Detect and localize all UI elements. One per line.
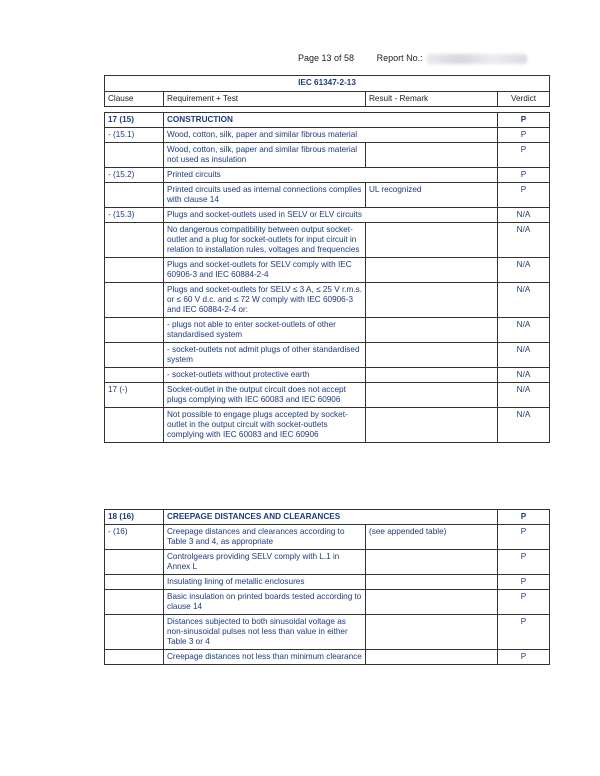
row-result: (see appended table) — [366, 525, 498, 550]
row-result — [366, 318, 498, 343]
row-requirement: Basic insulation on printed boards tested according to clause 14 — [164, 590, 366, 615]
row-verdict: N/A — [498, 208, 550, 223]
row-requirement: Wood, cotton, silk, paper and similar fibrous material not used as insulation — [164, 143, 366, 168]
row-requirement: Plugs and socket-outlets used in SELV or ELV circuits — [164, 208, 498, 223]
row-verdict: N/A — [498, 368, 550, 383]
table-row — [105, 318, 550, 343]
row-requirement: - plugs not able to enter socket-outlets of other standardised system — [164, 318, 366, 343]
row-clause: - (16) — [105, 525, 164, 550]
row-result — [366, 590, 498, 615]
section-title: CONSTRUCTION — [164, 113, 498, 128]
standard-title: IEC 61347-2-13 — [105, 76, 550, 92]
page-number: Page 13 of 58 — [298, 53, 355, 63]
row-result — [366, 650, 498, 665]
row-verdict: P — [498, 615, 550, 650]
row-clause: - (15.3) — [105, 208, 164, 223]
table-row — [105, 208, 550, 223]
report-number-label: Report No.: — [376, 53, 423, 63]
row-result: UL recognized — [366, 183, 498, 208]
row-requirement: - socket-outlets without protective earth — [164, 368, 366, 383]
row-clause — [105, 408, 164, 443]
row-clause — [105, 615, 164, 650]
row-verdict: P — [498, 168, 550, 183]
row-verdict: N/A — [498, 283, 550, 318]
section-clause: 18 (16) — [105, 510, 164, 525]
row-requirement: Creepage distances not less than minimum clearance — [164, 650, 366, 665]
row-result — [366, 143, 498, 168]
row-result — [366, 575, 498, 590]
row-verdict: N/A — [498, 223, 550, 258]
row-clause — [105, 318, 164, 343]
table-row — [105, 550, 550, 575]
row-requirement: Plugs and socket-outlets for SELV ≤ 3 A, ≤ 25 V r.m.s. or ≤ 60 V d.c. and ≤ 72 W comply with IEC 60906-3 and IEC 60884-2-4 or: — [164, 283, 366, 318]
row-result — [366, 408, 498, 443]
row-requirement: Not possible to engage plugs accepted by socket-outlet in the output circuit with socket-outlets complying with IEC 60083 and IEC 60906 — [164, 408, 366, 443]
standard-title-row — [105, 76, 550, 92]
row-result — [366, 283, 498, 318]
column-header-row — [105, 92, 550, 107]
row-verdict: P — [498, 650, 550, 665]
table-row — [105, 408, 550, 443]
section-verdict: P — [498, 113, 550, 128]
row-result — [366, 550, 498, 575]
row-clause — [105, 143, 164, 168]
table-row — [105, 383, 550, 408]
row-verdict: N/A — [498, 318, 550, 343]
row-verdict: P — [498, 550, 550, 575]
requirements-table-2 — [104, 509, 550, 665]
section-row — [105, 510, 550, 525]
table-row — [105, 650, 550, 665]
row-clause — [105, 650, 164, 665]
row-result — [366, 343, 498, 368]
row-requirement: Controlgears providing SELV comply with L.1 in Annex L — [164, 550, 366, 575]
table-row — [105, 615, 550, 650]
row-clause — [105, 223, 164, 258]
table-row — [105, 368, 550, 383]
page-header — [298, 53, 527, 64]
row-clause — [105, 590, 164, 615]
row-requirement: Creepage distances and clearances according to Table 3 and 4, as appropriate — [164, 525, 366, 550]
table-row — [105, 283, 550, 318]
row-verdict: N/A — [498, 408, 550, 443]
table-row — [105, 258, 550, 283]
row-requirement: Printed circuits — [164, 168, 498, 183]
table-row — [105, 525, 550, 550]
row-verdict: P — [498, 128, 550, 143]
row-clause — [105, 183, 164, 208]
row-result — [366, 615, 498, 650]
table-row — [105, 343, 550, 368]
row-requirement: Wood, cotton, silk, paper and similar fibrous material — [164, 128, 498, 143]
redacted-report-number — [427, 54, 527, 64]
row-requirement: Socket-outlet in the output circuit does not accept plugs complying with IEC 60083 and IEC 60906 — [164, 383, 366, 408]
row-clause — [105, 368, 164, 383]
table-row — [105, 128, 550, 143]
table-row — [105, 183, 550, 208]
row-result — [366, 223, 498, 258]
row-clause: - (15.2) — [105, 168, 164, 183]
row-requirement: No dangerous compatibility between output socket-outlet and a plug for socket-outlets for input circuit in relation to installation rules, voltages and frequencies — [164, 223, 366, 258]
section-row — [105, 113, 550, 128]
row-verdict: P — [498, 590, 550, 615]
col-result: Result - Remark — [366, 92, 498, 107]
row-result — [366, 368, 498, 383]
col-verdict: Verdict — [498, 92, 550, 107]
row-verdict: P — [498, 183, 550, 208]
row-clause — [105, 550, 164, 575]
row-verdict: N/A — [498, 343, 550, 368]
row-clause: 17 (-) — [105, 383, 164, 408]
section-verdict: P — [498, 510, 550, 525]
row-verdict: P — [498, 143, 550, 168]
table-row — [105, 223, 550, 258]
row-clause — [105, 258, 164, 283]
requirements-table — [104, 75, 550, 443]
row-verdict: N/A — [498, 383, 550, 408]
section-title: CREEPAGE DISTANCES AND CLEARANCES — [164, 510, 498, 525]
table-row — [105, 590, 550, 615]
row-clause — [105, 575, 164, 590]
row-verdict: P — [498, 525, 550, 550]
row-clause — [105, 283, 164, 318]
row-clause: - (15.1) — [105, 128, 164, 143]
row-requirement: Insulating lining of metallic enclosures — [164, 575, 366, 590]
section-clause: 17 (15) — [105, 113, 164, 128]
row-requirement: - socket-outlets not admit plugs of other standardised system — [164, 343, 366, 368]
col-requirement: Requirement + Test — [164, 92, 366, 107]
table-row — [105, 168, 550, 183]
row-result — [366, 383, 498, 408]
row-requirement: Distances subjected to both sinusoidal voltage as non-sinusoidal pulses not less than value in either Table 3 or 4 — [164, 615, 366, 650]
row-clause — [105, 343, 164, 368]
col-clause: Clause — [105, 92, 164, 107]
row-verdict: P — [498, 575, 550, 590]
table-row — [105, 575, 550, 590]
row-requirement: Plugs and socket-outlets for SELV comply with IEC 60906-3 and IEC 60884-2-4 — [164, 258, 366, 283]
table-row — [105, 143, 550, 168]
row-verdict: N/A — [498, 258, 550, 283]
row-result — [366, 258, 498, 283]
row-requirement: Printed circuits used as internal connections complies with clause 14 — [164, 183, 366, 208]
